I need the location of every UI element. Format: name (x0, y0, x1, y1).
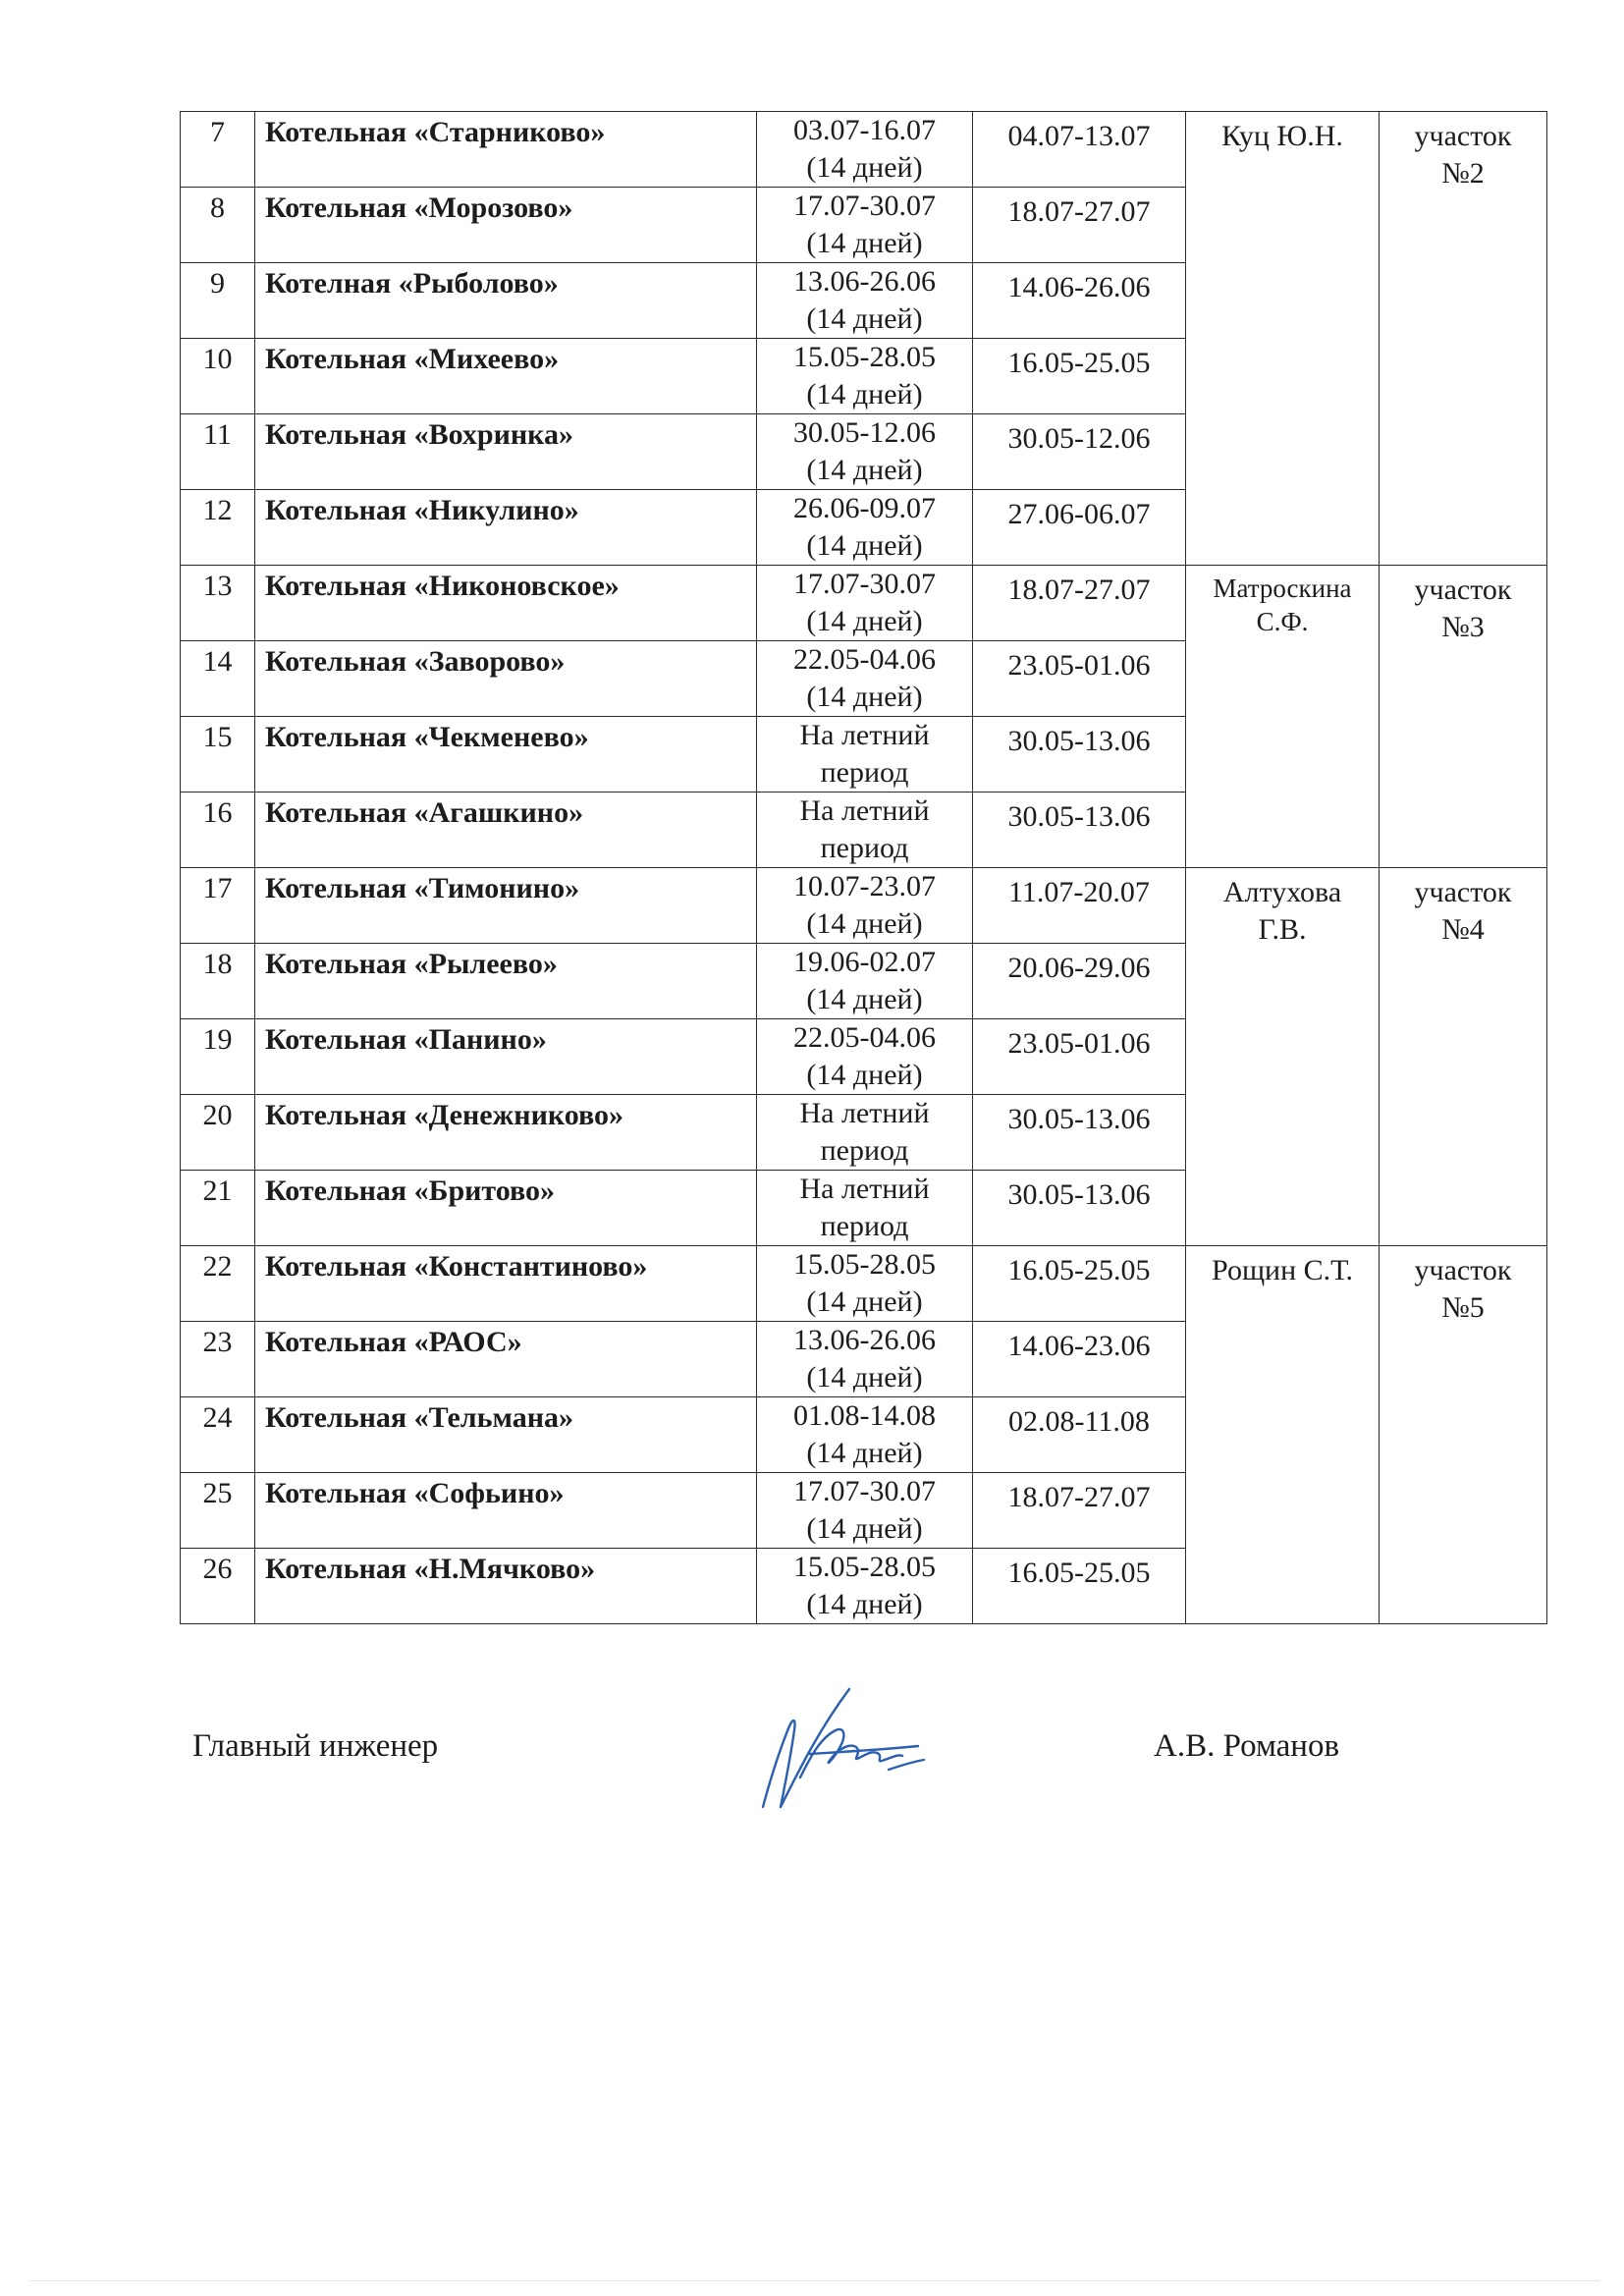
row-number: 12 (181, 490, 255, 566)
boiler-name: Котельная «Старниково» (255, 112, 757, 188)
shutdown-period: 26.06-09.07 (14 дней) (757, 490, 973, 566)
row-number: 11 (181, 414, 255, 490)
row-number: 19 (181, 1019, 255, 1095)
boiler-name: Котелная «Рыболово» (255, 263, 757, 339)
shutdown-period: На летний период (757, 1095, 973, 1171)
boiler-name: Котельная «Михеево» (255, 339, 757, 414)
repair-dates: 16.05-25.05 (973, 339, 1186, 414)
repair-dates: 16.05-25.05 (973, 1549, 1186, 1624)
row-number: 9 (181, 263, 255, 339)
shutdown-period: На летний период (757, 1171, 973, 1246)
repair-dates: 30.05-13.06 (973, 1171, 1186, 1246)
repair-dates: 16.05-25.05 (973, 1246, 1186, 1322)
boiler-name: Котельная «Заворово» (255, 641, 757, 717)
responsible-person: Матроскина С.Ф. (1186, 566, 1380, 868)
repair-dates: 23.05-01.06 (973, 1019, 1186, 1095)
row-number: 14 (181, 641, 255, 717)
shutdown-period: На летний период (757, 793, 973, 868)
responsible-person: Алтухова Г.В. (1186, 868, 1380, 1246)
row-number: 26 (181, 1549, 255, 1624)
schedule-table (180, 111, 1547, 1624)
boiler-name: Котельная «Панино» (255, 1019, 757, 1095)
boiler-name: Котельная «Бритово» (255, 1171, 757, 1246)
shutdown-period: 13.06-26.06 (14 дней) (757, 1322, 973, 1397)
row-number: 10 (181, 339, 255, 414)
row-number: 24 (181, 1397, 255, 1473)
signatory-title: Главный инженер (192, 1728, 439, 1764)
repair-dates: 18.07-27.07 (973, 188, 1186, 263)
shutdown-period: 19.06-02.07 (14 дней) (757, 944, 973, 1019)
row-number: 15 (181, 717, 255, 793)
boiler-name: Котельная «Агашкино» (255, 793, 757, 868)
table-row (181, 566, 1547, 641)
repair-dates: 23.05-01.06 (973, 641, 1186, 717)
row-number: 20 (181, 1095, 255, 1171)
repair-dates: 30.05-13.06 (973, 717, 1186, 793)
shutdown-period: 15.05-28.05 (14 дней) (757, 1246, 973, 1322)
table-row (181, 868, 1547, 944)
boiler-name: Котельная «Вохринка» (255, 414, 757, 490)
responsible-person: Куц Ю.Н. (1186, 112, 1380, 566)
boiler-name: Котельная «Тимонино» (255, 868, 757, 944)
boiler-name: Котельная «РАОС» (255, 1322, 757, 1397)
repair-dates: 02.08-11.08 (973, 1397, 1186, 1473)
table-row (181, 1246, 1547, 1322)
repair-dates: 18.07-27.07 (973, 1473, 1186, 1549)
repair-dates: 30.05-13.06 (973, 1095, 1186, 1171)
shutdown-period: 01.08-14.08 (14 дней) (757, 1397, 973, 1473)
boiler-name: Котельная «Тельмана» (255, 1397, 757, 1473)
boiler-name: Котельная «Денежниково» (255, 1095, 757, 1171)
boiler-name: Котельная «Чекменево» (255, 717, 757, 793)
row-number: 7 (181, 112, 255, 188)
signatory-name: А.В. Романов (1154, 1728, 1340, 1764)
repair-dates: 30.05-12.06 (973, 414, 1186, 490)
scan-edge-line (29, 2280, 1600, 2281)
repair-dates: 04.07-13.07 (973, 112, 1186, 188)
shutdown-period: 22.05-04.06 (14 дней) (757, 641, 973, 717)
shutdown-period: 03.07-16.07 (14 дней) (757, 112, 973, 188)
area-label: участок №5 (1380, 1246, 1547, 1624)
shutdown-period: 13.06-26.06 (14 дней) (757, 263, 973, 339)
row-number: 16 (181, 793, 255, 868)
shutdown-period: 17.07-30.07 (14 дней) (757, 1473, 973, 1549)
handwritten-signature (741, 1660, 997, 1836)
row-number: 8 (181, 188, 255, 263)
boiler-name: Котельная «Софьино» (255, 1473, 757, 1549)
repair-dates: 14.06-23.06 (973, 1322, 1186, 1397)
repair-dates: 30.05-13.06 (973, 793, 1186, 868)
boiler-name: Котельная «Морозово» (255, 188, 757, 263)
row-number: 18 (181, 944, 255, 1019)
boiler-name: Котельная «Н.Мячково» (255, 1549, 757, 1624)
row-number: 22 (181, 1246, 255, 1322)
shutdown-period: На летний период (757, 717, 973, 793)
row-number: 17 (181, 868, 255, 944)
repair-dates: 11.07-20.07 (973, 868, 1186, 944)
repair-dates: 14.06-26.06 (973, 263, 1186, 339)
row-number: 25 (181, 1473, 255, 1549)
shutdown-period: 17.07-30.07 (14 дней) (757, 566, 973, 641)
row-number: 21 (181, 1171, 255, 1246)
shutdown-period: 10.07-23.07 (14 дней) (757, 868, 973, 944)
boiler-name: Котельная «Константиново» (255, 1246, 757, 1322)
boiler-name: Котельная «Никоновское» (255, 566, 757, 641)
area-label: участок №3 (1380, 566, 1547, 868)
shutdown-period: 30.05-12.06 (14 дней) (757, 414, 973, 490)
table-row (181, 112, 1547, 188)
shutdown-period: 17.07-30.07 (14 дней) (757, 188, 973, 263)
area-label: участок №2 (1380, 112, 1547, 566)
repair-dates: 20.06-29.06 (973, 944, 1186, 1019)
boiler-name: Котельная «Никулино» (255, 490, 757, 566)
repair-dates: 18.07-27.07 (973, 566, 1186, 641)
repair-dates: 27.06-06.07 (973, 490, 1186, 566)
shutdown-period: 15.05-28.05 (14 дней) (757, 1549, 973, 1624)
shutdown-period: 15.05-28.05 (14 дней) (757, 339, 973, 414)
responsible-person: Рощин С.Т. (1186, 1246, 1380, 1624)
area-label: участок №4 (1380, 868, 1547, 1246)
boiler-name: Котельная «Рылеево» (255, 944, 757, 1019)
row-number: 13 (181, 566, 255, 641)
shutdown-period: 22.05-04.06 (14 дней) (757, 1019, 973, 1095)
row-number: 23 (181, 1322, 255, 1397)
